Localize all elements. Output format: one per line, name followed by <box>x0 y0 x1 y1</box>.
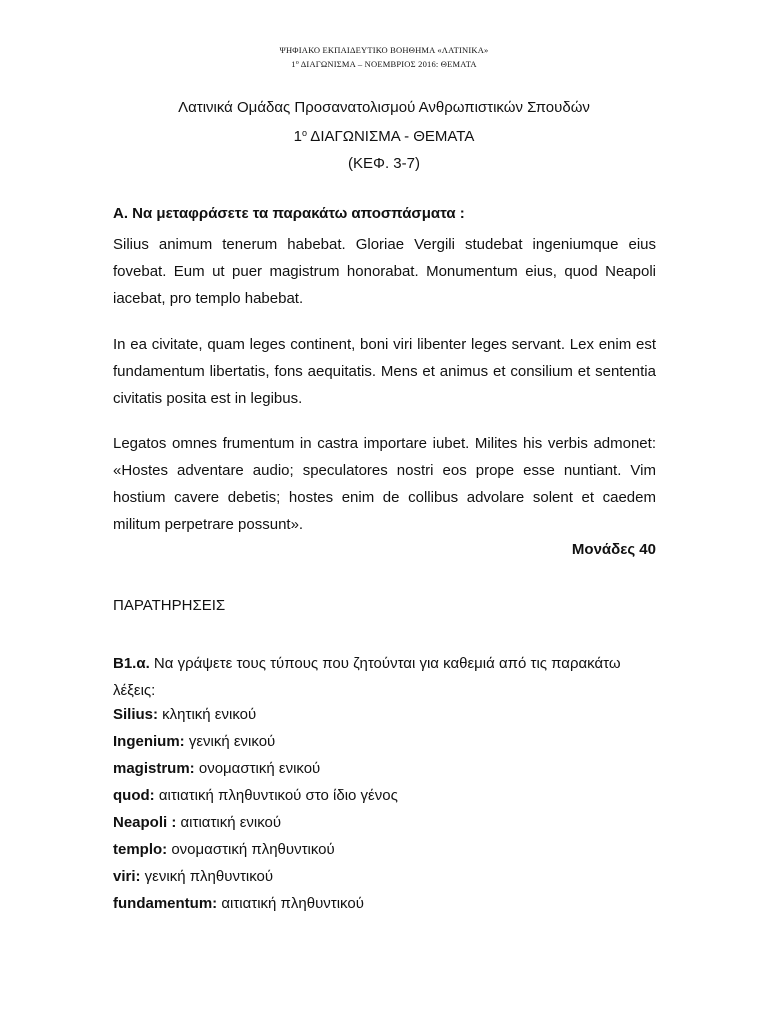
document-subtitle <box>0 128 768 145</box>
section-a-heading: Α. Να μεταφράσετε τα παρακάτω αποσπάσματα : <box>113 205 465 222</box>
task-b1a-label: Β1.α. <box>113 655 150 672</box>
list-item <box>113 863 398 890</box>
list-item <box>113 755 398 782</box>
requested-form: γενική ενικού <box>184 733 276 750</box>
list-item <box>113 782 398 809</box>
latin-word: Silius: <box>113 706 159 723</box>
header-number: 1 <box>291 59 296 69</box>
requested-form: αιτιατική πληθυντικού <box>217 895 364 912</box>
requested-form: ονομαστική ενικού <box>194 760 321 777</box>
word-list <box>113 701 398 917</box>
latin-passage-2: In ea civitate, quam leges continent, boni viri libenter leges servant. Lex enim est fundamentum libertatis, fons aequitatis. Mens et animus et consilium et sententia civitatis posita est in legibus. <box>113 336 656 407</box>
running-header-line-2 <box>0 59 768 69</box>
list-item <box>113 890 398 917</box>
list-item <box>113 728 398 755</box>
list-item <box>113 809 398 836</box>
list-item <box>113 836 398 863</box>
header-superscript: ο <box>295 60 299 66</box>
task-b1a <box>113 650 656 704</box>
document-title: Λατινικά Ομάδας Προσανατολισμού Ανθρωπιστικών Σπουδών <box>178 99 590 116</box>
list-item <box>113 701 398 728</box>
subtitle-superscript: ο <box>301 128 307 138</box>
latin-word: viri: <box>113 868 141 885</box>
latin-word: fundamentum: <box>113 895 218 912</box>
header-rest: ΔΙΑΓΩΝΙΣΜΑ – ΝΟΕΜΒΡΙΟΣ 2016: ΘΕΜΑΤΑ <box>298 59 477 69</box>
requested-form: γενική πληθυντικού <box>140 868 274 885</box>
requested-form: αιτιατική πληθυντικού στο ίδιο γένος <box>154 787 398 804</box>
document-chapters: (ΚΕΦ. 3-7) <box>348 155 420 172</box>
running-header-line-1: ΨΗΦΙΑΚΟ ΕΚΠΑΙΔΕΥΤΙΚΟ ΒΟΗΘΗΜΑ «ΛΑΤΙΝΙΚΑ» <box>279 45 489 55</box>
latin-word: Ingenium: <box>113 733 185 750</box>
subtitle-rest: ΔΙΑΓΩΝΙΣΜΑ - ΘΕΜΑΤΑ <box>306 128 475 145</box>
requested-form: ονομαστική πληθυντικού <box>167 841 335 858</box>
observations-heading: ΠΑΡΑΤΗΡΗΣΕΙΣ <box>113 597 226 614</box>
latin-word: quod: <box>113 787 155 804</box>
requested-form: κλητική ενικού <box>158 706 257 723</box>
task-b1a-text: Να γράψετε τους τύπους που ζητούνται για καθεμιά από τις παρακάτω λέξεις: <box>113 655 621 699</box>
section-a-marks: Μονάδες 40 <box>571 541 656 558</box>
latin-passage-1: Silius animum tenerum habebat. Gloriae Vergili studebat ingeniumque eius fovebat. Eum ut puer magistrum honorabat. Monumentum eius, quod Neapoli iacebat, pro templo habebat. <box>113 236 656 307</box>
latin-word: templo: <box>113 841 168 858</box>
requested-form: αιτιατική ενικού <box>176 814 282 831</box>
subtitle-number: 1 <box>293 128 302 145</box>
latin-passage-3: Legatos omnes frumentum in castra importare iubet. Milites his verbis admonet: «Hostes adventare audio; speculatores nostri eos prope esse nuntiant. Vim hostium cavere debetis; hostes enim de collibus advolare solent et caedem militum perpetrare possunt». <box>113 435 656 533</box>
latin-word: Neapoli : <box>113 814 177 831</box>
latin-word: magistrum: <box>113 760 195 777</box>
